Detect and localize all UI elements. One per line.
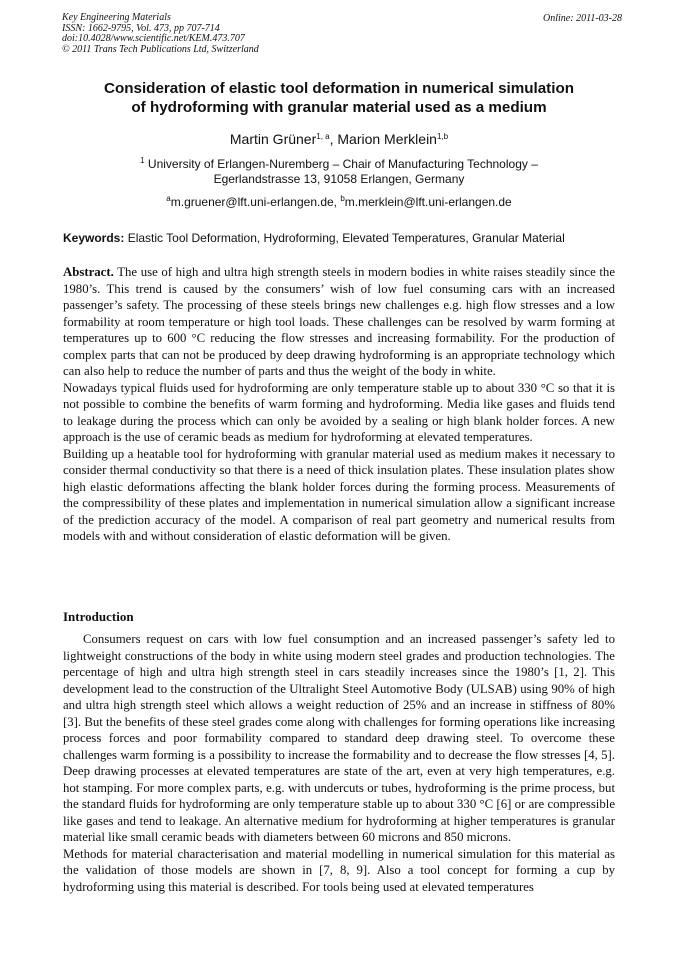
author-1: Martin Grüner — [229, 131, 317, 147]
introduction-heading: Introduction — [63, 609, 134, 624]
email-a: m.gruener@lft.uni-erlangen.de, — [170, 195, 341, 209]
keywords — [63, 231, 623, 245]
email-b: m.merklein@lft.uni-erlangen.de — [344, 195, 512, 209]
affiliation-sup: 1 — [140, 156, 145, 165]
author-2: Marion Merklein — [337, 131, 437, 147]
author-2-affil: 1,b — [436, 132, 449, 141]
copyright: © 2011 Trans Tech Publications Ltd, Switzerland — [62, 43, 259, 55]
keywords-text: Elastic Tool Deformation, Hydroforming, Elevated Temperatures, Granular Material — [124, 231, 565, 245]
paper-title — [40, 79, 638, 117]
email-addresses — [40, 195, 638, 209]
keywords-label: Keywords: — [63, 231, 125, 245]
doi: doi:10.4028/www.scientific.net/KEM.473.707 — [62, 33, 245, 44]
abstract-text-1: The use of high and ultra high strength steels in modern bodies in white raises steadily since the 1980’s. This trend is caused by the consumers’ wish of low fuel consuming cars with an increased passenger’s safety. The processing of these steels brings new challenges e.g. high flow stresses and a low formability at room temperature or high tool loads. These challenges can be resolved by warm forming at temperatures up to 600 °C reducing the flow stresses and increasing formability. For the production of complex parts that can not be produced by deep drawing hydroforming is an appropriate technology which can also help to reduce the number of parts and thus the weight of the body in white. — [63, 265, 615, 378]
issn: ISSN: 1662-9795, Vol. 473, pp 707-714 — [62, 22, 220, 34]
email-b-sup: b — [340, 194, 345, 203]
abstract-paragraph-1 — [63, 264, 615, 380]
journal-header — [62, 13, 622, 55]
abstract — [63, 264, 615, 545]
introduction-body — [63, 631, 615, 895]
author-1-affil: 1, a — [316, 132, 330, 141]
affiliation-line-1: University of Erlangen-Nuremberg – Chair of Manufacturing Technology – — [144, 157, 538, 171]
online-date: Online: 2011-03-28 — [543, 13, 622, 24]
abstract-label: Abstract. — [63, 265, 114, 279]
author-list — [40, 131, 638, 147]
author-separator: , — [329, 131, 338, 147]
abstract-paragraph-3: Building up a heatable tool for hydroforming with granular material used as medium makes it necessary to consider thermal conductivity so that there is a need of thick insulation plates. These insulation plates show high elastic deformations affecting the blank holder forces during the forming process. Measurements of the compressibility of these plates and implementation in numerical simulation allow a significant increase of the prediction accuracy of the model. A comparison of real part geometry and numerical results from models with and without consideration of elastic deformation will be given. — [63, 446, 615, 543]
affiliation-line-2: Egerlandstrasse 13, 91058 Erlangen, Germany — [213, 172, 465, 186]
email-a-sup: a — [166, 194, 171, 203]
title-line-2: of hydroforming with granular material used as a medium — [131, 99, 547, 116]
introduction-paragraph-2: Methods for material characterisation and material modelling in numerical simulation for this material as the validation of those models are shown in [7, 8, 9]. Also a tool concept for forming a cup by hydroforming using this material is described. For tools being used at elevated temperatures — [63, 846, 615, 894]
affiliation — [40, 157, 638, 187]
introduction-paragraph-1: Consumers request on cars with low fuel consumption and an increased passenger’s safety led to lightweight constructions of the body in white using modern steel grades and production technologies. The percentage of high and ultra high strength steel in cars steadily increases since the 1980’s [1, 2]. This development lead to the construction of the Ultralight Steel Automotive Body (ULSAB) using 90% of high and ultra high strength steel which allows a weight reduction of 25% and an increase in stiffness of 80% [3]. But the benefits of these steel grades come along with challenges for forming operations like increasing process forces and poor formability compared to standard deep drawing steel. To overcome these challenges warm forming is a possibility to increase the formability and to decrease the flow stresses [4, 5]. Deep drawing processes at elevated temperatures are state of the art, even at very high temperatures, e.g. hot stamping. For more complex parts, e.g. with undercuts or tubes, hydroforming is the prime process, but the standard fluids for hydroforming are only temperature stable up to about 330 °C [6] or are compressible like gases and tend to leakage. An alternative medium for hydroforming at higher temperatures is granular material like small ceramic beads with diameters between 60 microns and 850 microns. — [63, 632, 615, 844]
title-line-1: Consideration of elastic tool deformation in numerical simulation — [103, 80, 575, 97]
abstract-paragraph-2: Nowadays typical fluids used for hydroforming are only temperature stable up to about 330 °C so that it is not possible to combine the benefits of warm forming and hydroforming. Media like gases and fluids tend to leakage during the process which can only be avoided by a sealing or high blank holder forces. A new approach is the use of ceramic beads as medium for hydroforming at elevated temperatures. — [63, 380, 615, 444]
journal-name: Key Engineering Materials — [62, 12, 171, 23]
